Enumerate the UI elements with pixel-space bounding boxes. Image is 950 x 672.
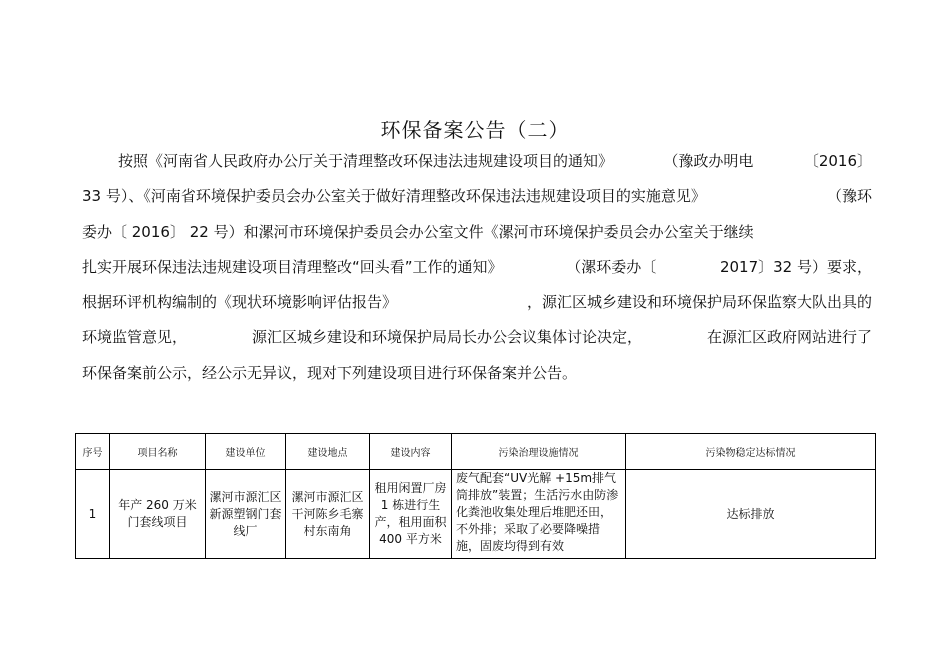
paragraph-line: [82, 150, 872, 185]
text-segment: 按照《河南省人民政府办公厅关于清理整改环保违法违规建设项目的通知》: [118, 152, 614, 170]
text-segment: 2017〕32 号）要求，: [719, 257, 872, 276]
cell-text: 年产 260 万米门套线项目: [118, 498, 197, 529]
paragraph-line: [82, 221, 872, 256]
text-segment: 33 号）、《河南省环境保护委员会办公室关于做好清理整改环保违法违规建设项目的实施意见》: [82, 187, 706, 206]
text-segment: （漯环委办〔: [566, 257, 657, 276]
cell-text: 租用闲置厂房 1 栋进行生产，租用面积 400 平方米: [374, 481, 447, 546]
paragraph-line: [82, 326, 872, 361]
cell-pollution-control: [452, 470, 626, 559]
page-title: 环保备案公告（二）: [380, 118, 570, 142]
text-segment: 根据环评机构编制的《现状环境影响评估报告》: [82, 293, 398, 312]
text-segment: 扎实开展环保违法违规建设项目清理整改“回头看”工作的通知》: [82, 257, 503, 276]
cell-company: [206, 470, 286, 559]
cell-content: [370, 470, 452, 559]
header-pollution-control: 污染治理设施情况: [452, 434, 626, 470]
header-index: 序号: [76, 434, 110, 470]
paragraph-line: [82, 256, 872, 291]
cell-compliance: 达标排放: [626, 470, 876, 559]
paragraph-line: [82, 362, 872, 397]
text-segment: 源汇区城乡建设和环境保护局局长办公会议集体讨论决定，: [251, 328, 642, 347]
paragraph-line: [82, 185, 872, 220]
cell-text: 废气配套“UV光解 +15m排气筒排放”装置；生活污水由防渗化粪池收集处理后堆肥还田，不外排；采取了必要降噪措施，固废均得到有效: [456, 471, 619, 553]
text-segment: 环保备案前公示，经公示无异议，现对下列建设项目进行环保备案并公告。: [82, 363, 578, 382]
header-company: 建设单位: [206, 434, 286, 470]
text-segment: （豫环: [826, 187, 872, 206]
text-segment: 环境监管意见，: [82, 328, 188, 347]
header-project-name: 项目名称: [110, 434, 206, 470]
text-segment: （豫政办明电: [663, 152, 754, 170]
cell-project-name: [110, 470, 206, 559]
cell-text: 漯河市源汇区干河陈乡毛寨村东南角: [291, 489, 364, 538]
table-header-row: [76, 434, 876, 470]
text-segment: 〔2016〕: [803, 152, 872, 170]
header-location: 建设地点: [286, 434, 370, 470]
cell-index: 1: [76, 470, 110, 559]
text-segment: 在源汇区政府网站进行了: [706, 328, 872, 347]
text-segment: 委办〔 2016〕 22 号）和漯河市环境保护委员会办公室文件《漯河市环境保护委员会办公室关于继续: [82, 222, 754, 241]
text-segment: ，源汇区城乡建设和环境保护局环保监察大队出具的: [526, 293, 872, 312]
paragraph-line: [82, 291, 872, 326]
table-row: [76, 470, 876, 559]
header-content: 建设内容: [370, 434, 452, 470]
project-table: [75, 433, 876, 559]
header-compliance: 污染物稳定达标情况: [626, 434, 876, 470]
cell-text: 漯河市源汇区新源塑钢门套线厂: [209, 489, 282, 538]
cell-location: [286, 470, 370, 559]
notice-paragraph: [82, 150, 872, 397]
